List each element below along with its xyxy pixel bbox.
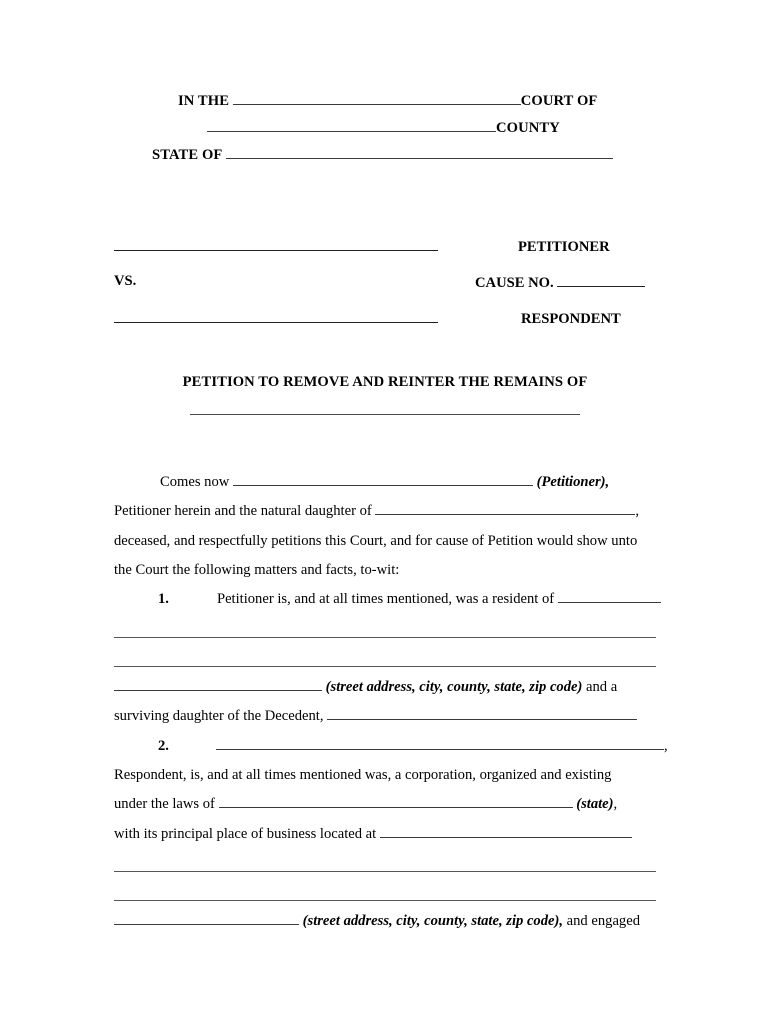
item-2-state-hint: (state) (576, 796, 614, 813)
caption-county-label: COUNTY (496, 120, 560, 136)
cause-number-field (475, 274, 645, 292)
item-1-line-1 (114, 591, 661, 607)
decedent-parent-blank[interactable] (375, 502, 635, 515)
petitioner-name-blank[interactable] (114, 250, 438, 251)
versus-row (0, 256, 770, 292)
item-1-address-hint: (street address, city, county, state, zip code) (325, 679, 583, 696)
respondent-label: RESPONDENT (521, 311, 621, 327)
natural-daughter-label: Petitioner herein and the natural daughter of (114, 503, 372, 520)
item-2-paragraph (114, 732, 668, 937)
item-1-address-blank-line-3[interactable] (114, 678, 322, 691)
cause-no-label: CAUSE NO. (475, 275, 554, 291)
petitioner-parenthetical: (Petitioner), (536, 474, 610, 490)
respondent-name-blank[interactable] (114, 322, 438, 323)
decedent-name-blank-wrap (190, 414, 580, 415)
item-1-line-4 (114, 679, 617, 695)
court-caption-block (0, 88, 770, 169)
petitioner-fullname-blank[interactable] (233, 473, 533, 486)
item-2-line-2: Respondent, is, and at all times mentioned was, a corporation, organized and existing (114, 766, 612, 783)
item-2-line-7-tail: and engaged (566, 913, 640, 930)
item-1-decedent-name-blank[interactable] (327, 707, 637, 720)
court-name-blank[interactable] (233, 92, 521, 105)
item-2-line-1-comma: , (663, 737, 668, 754)
respondent-name-blank-wrap (114, 322, 438, 323)
item-2-state-blank[interactable] (219, 795, 573, 808)
intro-line-1 (114, 474, 609, 490)
intro-line-4: the Court the following matters and facts, to-wit: (114, 561, 400, 578)
caption-line-court (0, 88, 770, 115)
item-2-laws-of-label: under the laws of (114, 796, 215, 813)
petitioner-name-blank-wrap (114, 250, 438, 251)
item-2-address-hint: (street address, city, county, state, zip code), (302, 913, 563, 930)
decedent-name-blank[interactable] (190, 414, 580, 415)
item-2-business-address-blank-4[interactable] (114, 912, 299, 925)
respondent-row (0, 292, 770, 328)
item-2-respondent-name-blank[interactable] (216, 737, 664, 750)
item-1-paragraph (114, 585, 656, 731)
item-2-business-location-label: with its principal place of business located at (114, 825, 377, 842)
intro-line-3: deceased, and respectfully petitions this Court, and for cause of Petition would show unto (114, 532, 638, 549)
comes-now-label: Comes now (160, 474, 230, 490)
intro-line-2 (114, 503, 639, 519)
parties-block (0, 220, 770, 328)
document-body (114, 468, 668, 937)
intro-paragraph (114, 468, 656, 585)
cause-no-blank[interactable] (557, 274, 645, 287)
item-1-address-blank-line-1[interactable] (114, 614, 656, 643)
item-2-line-7 (114, 913, 640, 929)
item-1-number: 1. (158, 591, 169, 608)
item-2-business-address-blank-1[interactable] (380, 825, 632, 838)
petitioner-row (0, 220, 770, 256)
petitioner-label: PETITIONER (518, 239, 610, 255)
item-2-business-address-blank-3[interactable] (114, 878, 656, 907)
item-2-line-1 (114, 738, 668, 754)
vs-label: VS. (114, 273, 137, 289)
item-2-line-4 (114, 826, 632, 842)
item-2-business-address-blank-2[interactable] (114, 849, 656, 878)
caption-state-of-label: STATE OF (152, 147, 222, 163)
caption-line-county (0, 115, 770, 142)
item-2-line-3-comma: , (613, 796, 618, 813)
caption-line-state (0, 142, 770, 169)
document-title: PETITION TO REMOVE AND REINTER THE REMAINS OF (182, 374, 588, 390)
item-1-surviving-daughter-label: surviving daughter of the Decedent, (114, 708, 324, 725)
item-1-residence-blank[interactable] (558, 590, 661, 603)
item-1-address-blank-line-2[interactable] (114, 644, 656, 673)
intro-line-2-comma: , (635, 503, 640, 520)
caption-in-the-label: IN THE (178, 93, 230, 109)
county-name-blank[interactable] (207, 119, 496, 132)
item-2-number: 2. (158, 737, 169, 754)
state-name-blank[interactable] (226, 146, 613, 159)
item-2-line-3 (114, 796, 617, 812)
caption-court-of-label: COURT OF (520, 93, 598, 109)
item-1-line-4-tail: and a (586, 679, 618, 696)
item-1-line-5 (114, 708, 637, 724)
item-1-text: Petitioner is, and at all times mentioned, was a resident of (216, 591, 555, 608)
